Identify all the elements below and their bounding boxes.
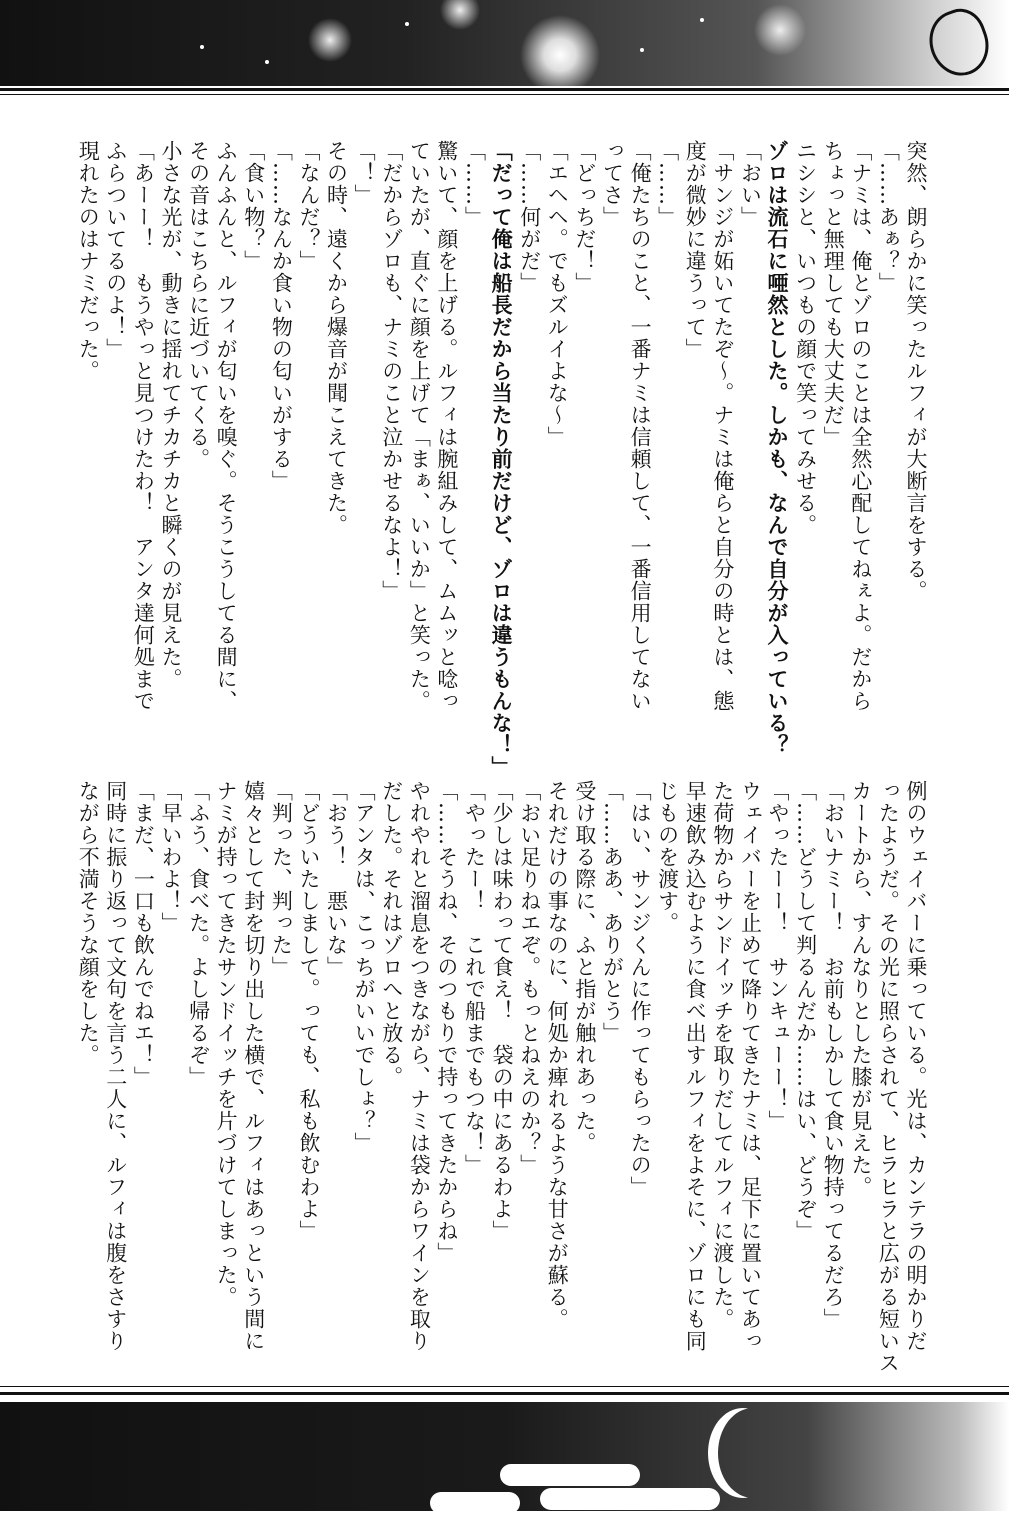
text-column: ニシシと、いつもの顔で笑ってみせる。	[793, 140, 818, 536]
crescent-moon-icon	[718, 1408, 788, 1498]
text-column: 「おう！ 悪いな」	[324, 780, 349, 978]
text-column: 「……」	[462, 140, 487, 228]
text-column: 「サンジが妬いてたぞ～。ナミは俺らと自分の時とは、態	[710, 140, 735, 712]
text-column: 「まだ、一口も飲んでねエ！」	[131, 780, 156, 1088]
text-column: ちょっと無理しても大丈夫だ」	[821, 140, 846, 448]
text-column: 「ふう、食べた。よし帰るぞ」	[186, 780, 211, 1088]
star-icon	[200, 45, 204, 49]
starry-header-banner	[0, 0, 1009, 86]
text-column: 「エヘヘ。でもズルイよな～」	[545, 140, 570, 448]
decorative-emblem-icon	[920, 2, 997, 84]
header-divider	[0, 88, 1009, 91]
text-column: 「俺たちのこと、一番ナミは信頼して、一番信用してない	[628, 140, 653, 712]
text-column: 「どういたしまして。っても、私も飲むわよ」	[296, 780, 321, 1242]
text-column: それだけの事なのに、何処か痺れるような甘さが蘇る。	[545, 780, 570, 1330]
upper-text-block	[69, 140, 929, 778]
text-column: 「……何がだ」	[517, 140, 542, 294]
text-column: 「はい、サンジくんに作ってもらったの」	[628, 780, 653, 1198]
header-divider	[0, 94, 1009, 95]
text-column: 受け取る際に、ふと指が触れあった。	[572, 780, 597, 1154]
text-column: じものを渡す。	[655, 780, 680, 934]
text-column: 「だからゾロも、ナミのこと泣かせるなよ！」	[379, 140, 404, 602]
text-column: 「……なんか食い物の匂いがする」	[269, 140, 294, 492]
text-column: 突然、朗らかに笑ったルフィが大断言をする。	[904, 140, 928, 602]
footer-divider	[0, 1392, 1009, 1395]
text-column: ていたが、直ぐに顔を上げて「まぁ、いいか」と笑った。	[407, 140, 432, 712]
footer-banner	[0, 1402, 1009, 1511]
text-column: 「おいナミー！ お前もしかして食い物持ってるだろ」	[821, 780, 846, 1330]
lower-text-block	[69, 780, 929, 1374]
text-column: 早速飲み込むように食べ出すルフィをよそに、ゾロにも同	[683, 780, 708, 1352]
text-column: ながら不満そうな顔をした。	[76, 780, 101, 1066]
text-column: 「やったーー！ サンキューー！」	[766, 780, 791, 1132]
text-column: た荷物からサンドイッチを取りだしてルフィに渡した。	[710, 780, 735, 1330]
text-column: 「……」	[655, 140, 680, 228]
star-icon	[700, 18, 704, 22]
text-column: 「だって俺は船長だから当たり前だけど、ゾロは違うもんな！」	[489, 140, 515, 778]
text-column: ってさ」	[600, 140, 625, 228]
cloud-icon	[500, 1464, 640, 1486]
text-column: 「おい足りねエぞ。もっとねえのか？」	[517, 780, 542, 1176]
text-column: ゾロは流石に唖然とした。しかも、なんで自分が入っている？	[765, 140, 791, 756]
text-column: その音はこちらに近づいてくる。	[186, 140, 211, 470]
text-column: 「……あぁ？」	[876, 140, 901, 294]
text-column: 嬉々として封を切り出した横で、ルフィはあっという間に	[241, 780, 266, 1352]
text-column: 驚いて、顔を上げる。ルフィは腕組みして、ムムッと唸っ	[434, 140, 459, 712]
text-column: ふらついてるのよ！」	[103, 140, 128, 360]
text-column: 小さな光が、動きに揺れてチカチカと瞬くのが見えた。	[158, 140, 183, 690]
text-column: 「……どうして判るんだか……はい、どうぞ」	[793, 780, 818, 1242]
text-column: その時、遠くから爆音が聞こえてきた。	[324, 140, 349, 536]
star-icon	[640, 48, 644, 52]
cloud-icon	[540, 1488, 720, 1510]
text-column: 度が微妙に違うって」	[683, 140, 708, 360]
footer-divider	[0, 1386, 1009, 1387]
text-column: ナミが持ってきたサンドイッチを片づけてしまった。	[214, 780, 239, 1308]
text-column: 「……そうね、そのつもりで持ってきたからね」	[434, 780, 459, 1264]
text-column: 「！」	[352, 140, 377, 206]
text-column: 「判った、判った」	[269, 780, 294, 978]
text-column: 「早いわよ！」	[158, 780, 183, 934]
text-column: 「なんだ？」	[296, 140, 321, 272]
text-column: 「少しは味わって食え！ 袋の中にあるわよ」	[490, 780, 515, 1242]
text-column: 「やったー！ これで船までもつな！」	[462, 780, 487, 1176]
text-column: ウェイバーを止めて降りてきたナミは、足下に置いてあっ	[738, 780, 763, 1352]
text-column: 「食い物？」	[241, 140, 266, 272]
text-column: だした。それはゾロへと放る。	[379, 780, 404, 1088]
text-column: 「おい」	[738, 140, 763, 228]
text-column: 「……ああ、ありがとう」	[600, 780, 625, 1044]
text-column: 例のウェイバーに乗っている。光は、カンテラの明かりだ	[904, 780, 928, 1352]
text-column: 現れたのはナミだった。	[76, 140, 101, 382]
text-column: 同時に振り返って文句を言う二人に、ルフィは腹をさすり	[103, 780, 128, 1352]
text-column: ふんふんと、ルフィが匂いを嗅ぐ。そうこうしてる間に、	[214, 140, 239, 712]
text-column: 「あーー！ もうやっと見つけたわ！ アンタ達何処まで	[131, 140, 156, 712]
star-icon	[265, 60, 269, 64]
star-icon	[405, 22, 409, 26]
text-column: カートから、すんなりとした膝が見えた。	[848, 780, 873, 1198]
text-column: ったようだ。その光に照らされて、ヒラヒラと広がる短いス	[876, 780, 901, 1374]
text-column: やれやれと溜息をつきながら、ナミは袋からワインを取り	[407, 780, 432, 1352]
text-column: 「どっちだ！」	[572, 140, 597, 294]
text-column: 「ナミは、俺とゾロのことは全然心配してねぇよ。だから	[848, 140, 873, 712]
text-column: 「アンタは、こっちがいいでしょ？」	[352, 780, 377, 1154]
